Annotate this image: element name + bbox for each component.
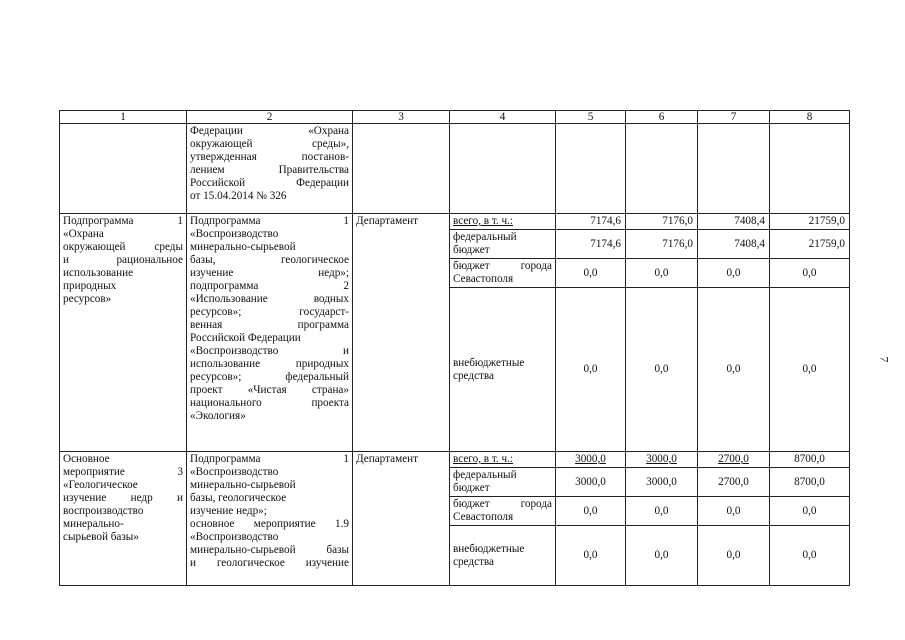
text-line: базы, геологическое <box>190 492 287 504</box>
text-line: минерально-сырьевой <box>190 479 296 491</box>
page-number: 7 <box>877 356 892 363</box>
funding-source-cell <box>450 468 556 497</box>
text-line: Подпрограмма 1 <box>63 215 183 227</box>
text-line: Основное <box>63 453 110 465</box>
text-line: 2700,0 <box>718 453 749 465</box>
value-cell: 0,0 <box>698 288 770 452</box>
text-line: лением Правительства <box>190 164 349 176</box>
table-row <box>60 124 850 214</box>
text-line: изучение недр»; <box>190 505 267 517</box>
text-line: «Воспроизводство и <box>190 345 349 357</box>
empty-cell <box>770 124 850 214</box>
text-line: изучение недр и <box>63 492 183 504</box>
empty-cell <box>450 124 556 214</box>
text-line: использование природных <box>190 358 349 370</box>
header-cell: 4 <box>450 111 556 124</box>
value-cell: 7176,0 <box>626 230 698 259</box>
value-cell: 0,0 <box>556 288 626 452</box>
empty-cell <box>60 124 187 214</box>
text-line: «Охрана <box>63 228 104 240</box>
program-basis-cell <box>187 124 353 214</box>
text-line: мероприятие 3 <box>63 466 183 478</box>
value-cell: 0,0 <box>698 497 770 526</box>
text-line: Российской Федерации <box>190 332 301 344</box>
value-cell: 0,0 <box>626 526 698 586</box>
program-name-cell <box>60 214 187 452</box>
program-basis-cell <box>187 214 353 452</box>
text-line: Подпрограмма 1 <box>190 453 349 465</box>
value-cell: 3000,0 <box>556 468 626 497</box>
text-line: «Использование водных <box>190 293 349 305</box>
funding-source-cell <box>450 259 556 288</box>
text-line: минерально- <box>63 518 124 530</box>
text-line: всего, в т. ч.: <box>453 453 514 465</box>
value-cell: 0,0 <box>770 288 850 452</box>
value-cell: 2700,0 <box>698 468 770 497</box>
text-line: проект «Чистая страна» <box>190 384 349 396</box>
executor-cell: Департамент <box>353 452 450 586</box>
text-line: «Воспроизводство <box>190 228 279 240</box>
text-line: внебюджетные <box>453 542 525 555</box>
funding-source-cell <box>450 230 556 259</box>
funding-source-cell <box>450 214 556 230</box>
text-line: от 15.04.2014 № 326 <box>190 190 287 202</box>
text-line: бюджет города <box>453 260 552 272</box>
text-line: Севастополя <box>453 511 514 523</box>
text-line: ресурсов» <box>63 293 112 305</box>
text-line: подпрограмма 2 <box>190 280 349 292</box>
value-cell: 21759,0 <box>770 214 850 230</box>
value-cell: 7174,6 <box>556 230 626 259</box>
value-cell: 0,0 <box>698 526 770 586</box>
text-line: Федерации «Охрана <box>190 125 349 137</box>
value-cell: 0,0 <box>626 497 698 526</box>
header-cell: 2 <box>187 111 353 124</box>
value-cell: 0,0 <box>626 259 698 288</box>
text-line: 3000,0 <box>646 453 677 465</box>
text-line: венная программа <box>190 319 349 331</box>
header-cell: 8 <box>770 111 850 124</box>
text-line: средства <box>453 369 495 382</box>
value-cell: 7176,0 <box>626 214 698 230</box>
value-cell: 0,0 <box>556 259 626 288</box>
text-line: «Воспроизводство <box>190 531 279 543</box>
text-line: природных <box>63 280 117 292</box>
funding-source-cell <box>450 288 556 452</box>
program-basis-cell <box>187 452 353 586</box>
text-line: изучение недр»; <box>190 267 349 279</box>
table-row <box>60 452 850 468</box>
value-cell: 0,0 <box>626 288 698 452</box>
text-line: Российской Федерации <box>190 177 349 189</box>
value-cell: 3000,0 <box>626 468 698 497</box>
header-row <box>60 111 850 124</box>
value-cell: 0,0 <box>698 259 770 288</box>
text-line: использование <box>63 267 134 279</box>
program-name-cell <box>60 452 187 586</box>
text-line: бюджет <box>453 244 490 256</box>
header-cell: 3 <box>353 111 450 124</box>
text-line: федеральный <box>453 469 517 481</box>
funding-source-cell <box>450 452 556 468</box>
value-cell: 0,0 <box>770 497 850 526</box>
text-line: федеральный <box>453 231 517 243</box>
value-cell: 7408,4 <box>698 214 770 230</box>
text-line: средства <box>453 555 495 568</box>
value-cell: 0,0 <box>770 526 850 586</box>
table-row <box>60 214 850 230</box>
header-cell: 6 <box>626 111 698 124</box>
empty-cell <box>698 124 770 214</box>
budget-table <box>59 110 850 586</box>
value-cell <box>626 452 698 468</box>
text-line: минерально-сырьевой базы <box>190 544 349 556</box>
text-line: и геологическое изучение <box>190 557 349 569</box>
text-line: окружающей среды», <box>190 138 349 150</box>
header-cell: 5 <box>556 111 626 124</box>
text-line: «Геологическое <box>63 479 138 491</box>
text-line: ресурсов»; государст- <box>190 306 349 318</box>
funding-source-cell <box>450 497 556 526</box>
text-line: бюджет города <box>453 498 552 510</box>
text-line: сырьевой базы» <box>63 531 139 543</box>
text-line: воспроизводство <box>63 505 144 517</box>
empty-cell <box>556 124 626 214</box>
value-cell <box>556 452 626 468</box>
executor-cell: Департамент <box>353 214 450 452</box>
text-line: «Экология» <box>190 410 246 422</box>
value-cell: 0,0 <box>556 497 626 526</box>
text-line: и рациональное <box>63 254 183 266</box>
empty-cell <box>353 124 450 214</box>
text-line: основное мероприятие 1.9 <box>190 518 349 530</box>
text-line: внебюджетные <box>453 356 525 369</box>
text-line: минерально-сырьевой <box>190 241 296 253</box>
text-line: национального проекта <box>190 397 349 409</box>
value-cell: 7174,6 <box>556 214 626 230</box>
text-line: «Воспроизводство <box>190 466 279 478</box>
header-cell: 1 <box>60 111 187 124</box>
text-line: ресурсов»; федеральный <box>190 371 349 383</box>
value-cell: 0,0 <box>556 526 626 586</box>
text-line: всего, в т. ч.: <box>453 215 514 227</box>
text-line: 3000,0 <box>575 453 606 465</box>
value-cell: 7408,4 <box>698 230 770 259</box>
text-line: Подпрограмма 1 <box>190 215 349 227</box>
value-cell: 21759,0 <box>770 230 850 259</box>
text-line: окружающей среды <box>63 241 183 253</box>
funding-source-cell <box>450 526 556 586</box>
text-line: бюджет <box>453 482 490 494</box>
empty-cell <box>626 124 698 214</box>
text-line: Севастополя <box>453 273 514 285</box>
text-line: базы, геологическое <box>190 254 349 266</box>
value-cell: 0,0 <box>770 259 850 288</box>
value-cell: 8700,0 <box>770 452 850 468</box>
value-cell <box>698 452 770 468</box>
header-cell: 7 <box>698 111 770 124</box>
value-cell: 8700,0 <box>770 468 850 497</box>
text-line: утвержденная постанов- <box>190 151 349 163</box>
